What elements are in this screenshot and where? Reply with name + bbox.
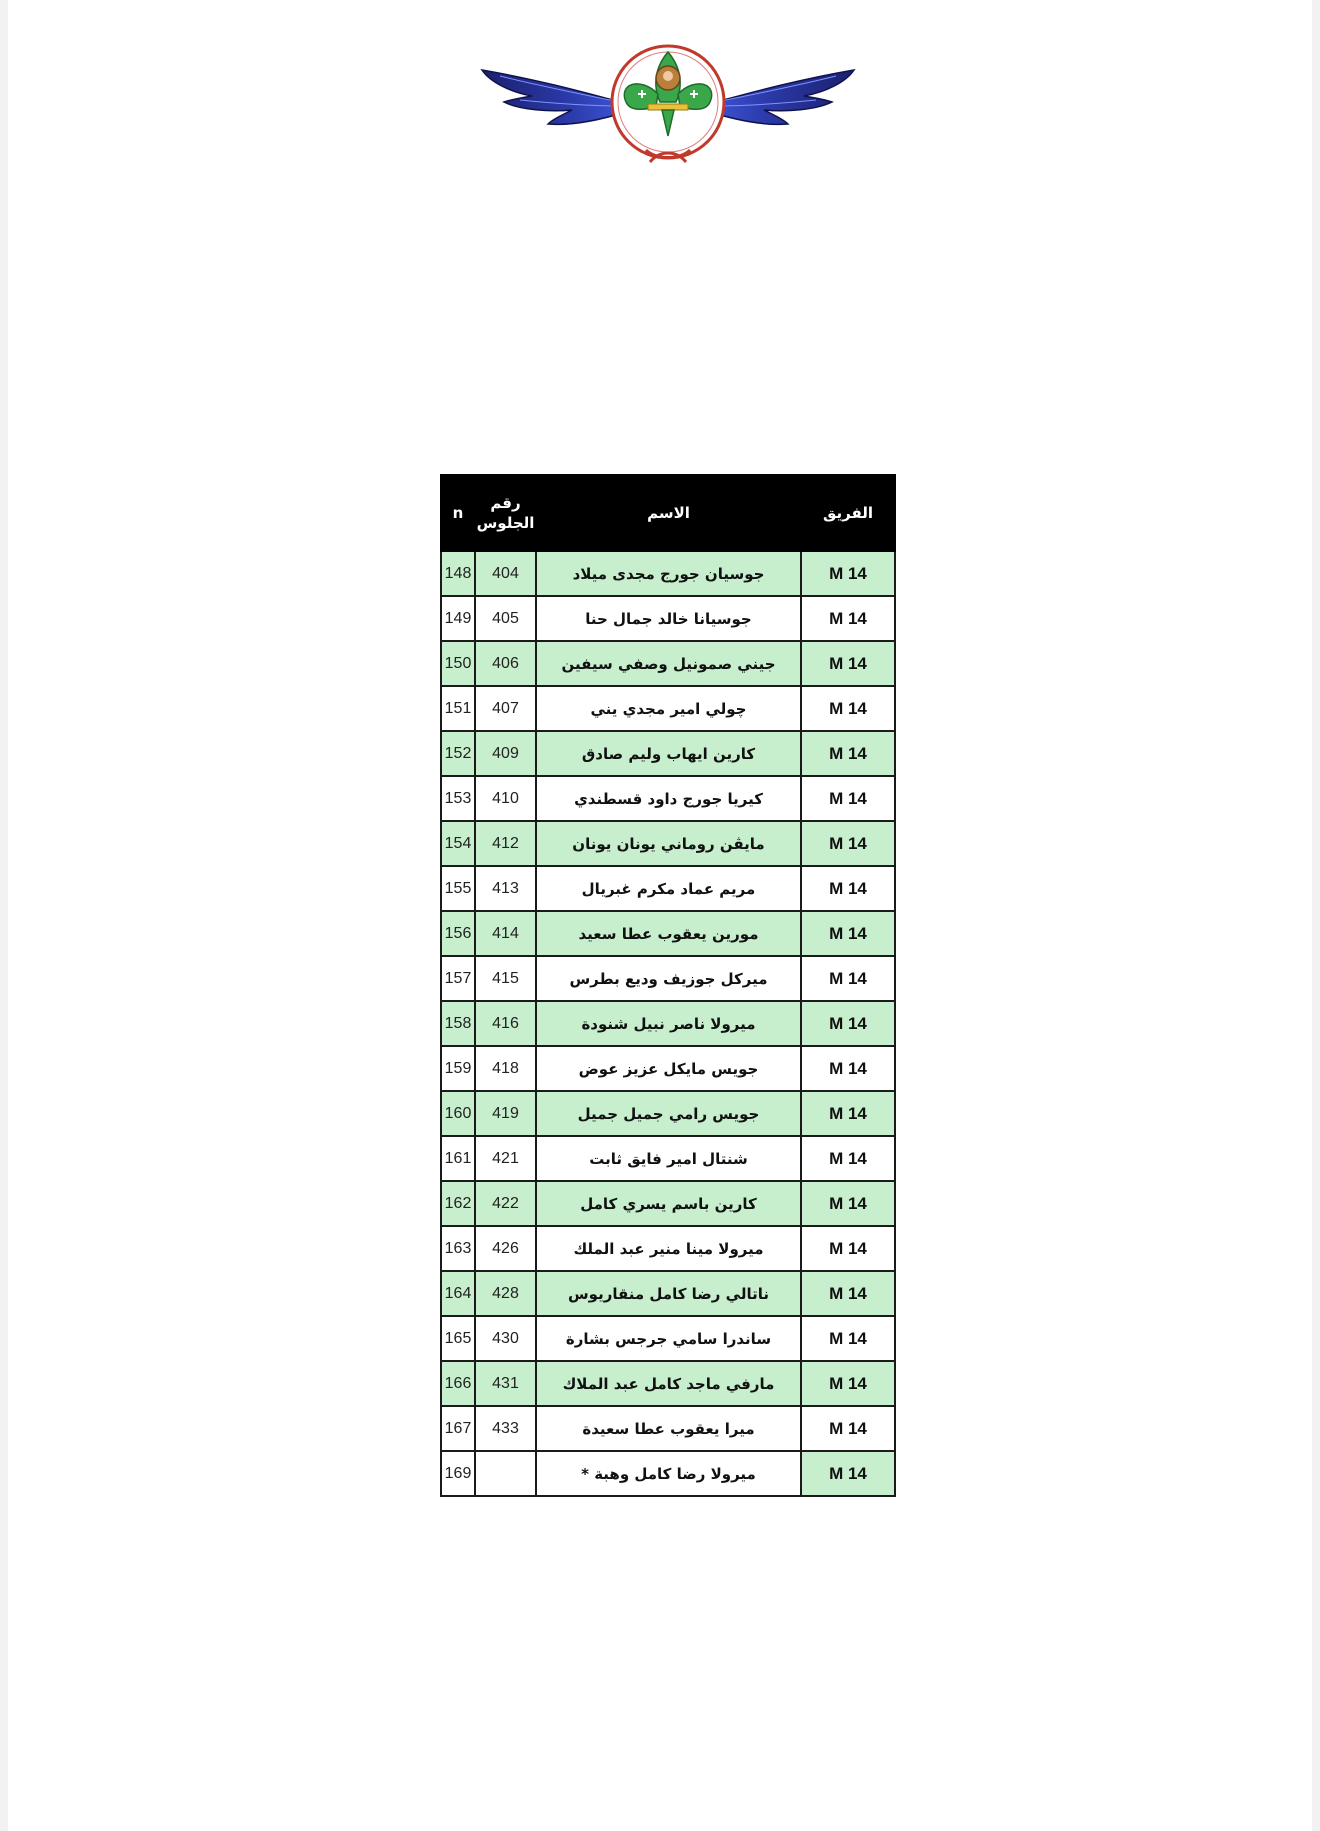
- document-page: [8, 0, 1312, 1831]
- table-row: [441, 776, 895, 821]
- cell-seat: 415: [475, 956, 536, 1001]
- cell-seat: 406: [475, 641, 536, 686]
- scout-logo: [480, 32, 856, 168]
- cell-seat: 407: [475, 686, 536, 731]
- cell-name: ميرولا مينا منير عبد الملك: [536, 1226, 801, 1271]
- cell-name: جوسيان جورج مجدى ميلاد: [536, 551, 801, 596]
- cell-seat: 418: [475, 1046, 536, 1091]
- cell-n: 158: [441, 1001, 475, 1046]
- table-header-row: [441, 475, 895, 551]
- cell-n: 161: [441, 1136, 475, 1181]
- cell-n: 156: [441, 911, 475, 956]
- cell-seat: [475, 1451, 536, 1496]
- cell-team: M 14: [801, 686, 895, 731]
- table-row: [441, 686, 895, 731]
- cell-n: 155: [441, 866, 475, 911]
- cell-seat: 410: [475, 776, 536, 821]
- table-row: [441, 731, 895, 776]
- cell-seat: 413: [475, 866, 536, 911]
- header-team: الفريق: [801, 475, 895, 551]
- cell-team: M 14: [801, 1361, 895, 1406]
- cell-team: M 14: [801, 1091, 895, 1136]
- cell-n: 153: [441, 776, 475, 821]
- table-row: [441, 1271, 895, 1316]
- cell-name: مورين يعقوب عطا سعيد: [536, 911, 801, 956]
- cell-name: جويس مايكل عزيز عوض: [536, 1046, 801, 1091]
- cell-name: كيريا جورج داود قسطندي: [536, 776, 801, 821]
- results-table: [440, 474, 896, 1497]
- header-name: الاسم: [536, 475, 801, 551]
- header-seat-number: [475, 475, 536, 551]
- cell-team: M 14: [801, 1001, 895, 1046]
- winged-fleur-de-lis-icon: [480, 32, 856, 168]
- cell-n: 166: [441, 1361, 475, 1406]
- cell-team: M 14: [801, 1406, 895, 1451]
- cell-name: ميركل جوزيف وديع بطرس: [536, 956, 801, 1001]
- header-seat-line1: رقم: [490, 493, 521, 512]
- cell-name: جيني صمونيل وصفي سيفين: [536, 641, 801, 686]
- cell-team: M 14: [801, 821, 895, 866]
- cell-seat: 433: [475, 1406, 536, 1451]
- table-row: [441, 866, 895, 911]
- cell-seat: 428: [475, 1271, 536, 1316]
- cell-seat: 414: [475, 911, 536, 956]
- cell-team: M 14: [801, 1451, 895, 1496]
- cell-seat: 431: [475, 1361, 536, 1406]
- table-row: [441, 1451, 895, 1496]
- cell-name: ميرا يعقوب عطا سعيدة: [536, 1406, 801, 1451]
- cell-team: M 14: [801, 866, 895, 911]
- table-row: [441, 1091, 895, 1136]
- cell-name: كارين ايهاب وليم صادق: [536, 731, 801, 776]
- table-row: [441, 551, 895, 596]
- cell-seat: 430: [475, 1316, 536, 1361]
- cell-name: جوسيانا خالد جمال حنا: [536, 596, 801, 641]
- table-row: [441, 1406, 895, 1451]
- cell-n: 152: [441, 731, 475, 776]
- cell-seat: 404: [475, 551, 536, 596]
- cell-team: M 14: [801, 1271, 895, 1316]
- cell-seat: 405: [475, 596, 536, 641]
- cell-team: M 14: [801, 551, 895, 596]
- cell-seat: 426: [475, 1226, 536, 1271]
- cell-n: 162: [441, 1181, 475, 1226]
- cell-n: 159: [441, 1046, 475, 1091]
- table-row: [441, 1226, 895, 1271]
- table-row: [441, 1046, 895, 1091]
- cell-seat: 422: [475, 1181, 536, 1226]
- cell-seat: 412: [475, 821, 536, 866]
- cell-team: M 14: [801, 776, 895, 821]
- cell-n: 160: [441, 1091, 475, 1136]
- table-row: [441, 911, 895, 956]
- cell-n: 148: [441, 551, 475, 596]
- cell-n: 169: [441, 1451, 475, 1496]
- cell-n: 150: [441, 641, 475, 686]
- cell-team: M 14: [801, 1181, 895, 1226]
- cell-name: ميرولا ناصر نبيل شنودة: [536, 1001, 801, 1046]
- table-row: [441, 821, 895, 866]
- cell-n: 165: [441, 1316, 475, 1361]
- table-row: [441, 1181, 895, 1226]
- cell-team: M 14: [801, 1226, 895, 1271]
- cell-n: 154: [441, 821, 475, 866]
- cell-n: 157: [441, 956, 475, 1001]
- cell-name: مايڤن روماني يونان يونان: [536, 821, 801, 866]
- table-row: [441, 1316, 895, 1361]
- cell-name: ميرولا رضا كامل وهبة *: [536, 1451, 801, 1496]
- cell-name: جويس رامي جميل جميل: [536, 1091, 801, 1136]
- table-row: [441, 1001, 895, 1046]
- cell-seat: 419: [475, 1091, 536, 1136]
- cell-n: 164: [441, 1271, 475, 1316]
- table-row: [441, 1136, 895, 1181]
- cell-seat: 416: [475, 1001, 536, 1046]
- table-row: [441, 1361, 895, 1406]
- cell-n: 167: [441, 1406, 475, 1451]
- cell-name: چولي امير مجدي يني: [536, 686, 801, 731]
- cell-seat: 421: [475, 1136, 536, 1181]
- cell-team: M 14: [801, 641, 895, 686]
- cell-name: ساندرا سامي جرجس بشارة: [536, 1316, 801, 1361]
- cell-name: شنتال امير فايق ثابت: [536, 1136, 801, 1181]
- header-n: n: [441, 475, 475, 551]
- header-seat-line2: الجلوس: [476, 514, 535, 532]
- table-row: [441, 956, 895, 1001]
- cell-team: M 14: [801, 596, 895, 641]
- cell-team: M 14: [801, 731, 895, 776]
- cell-n: 151: [441, 686, 475, 731]
- table-row: [441, 596, 895, 641]
- cell-n: 163: [441, 1226, 475, 1271]
- cell-name: ناتالي رضا كامل منقاريوس: [536, 1271, 801, 1316]
- cell-team: M 14: [801, 1136, 895, 1181]
- cell-team: M 14: [801, 956, 895, 1001]
- cell-n: 149: [441, 596, 475, 641]
- cell-name: مارفي ماجد كامل عبد الملاك: [536, 1361, 801, 1406]
- cell-team: M 14: [801, 1046, 895, 1091]
- cell-seat: 409: [475, 731, 536, 776]
- cell-name: مريم عماد مكرم غبريال: [536, 866, 801, 911]
- cell-team: M 14: [801, 1316, 895, 1361]
- cell-team: M 14: [801, 911, 895, 956]
- cell-name: كارين باسم يسري كامل: [536, 1181, 801, 1226]
- table-row: [441, 641, 895, 686]
